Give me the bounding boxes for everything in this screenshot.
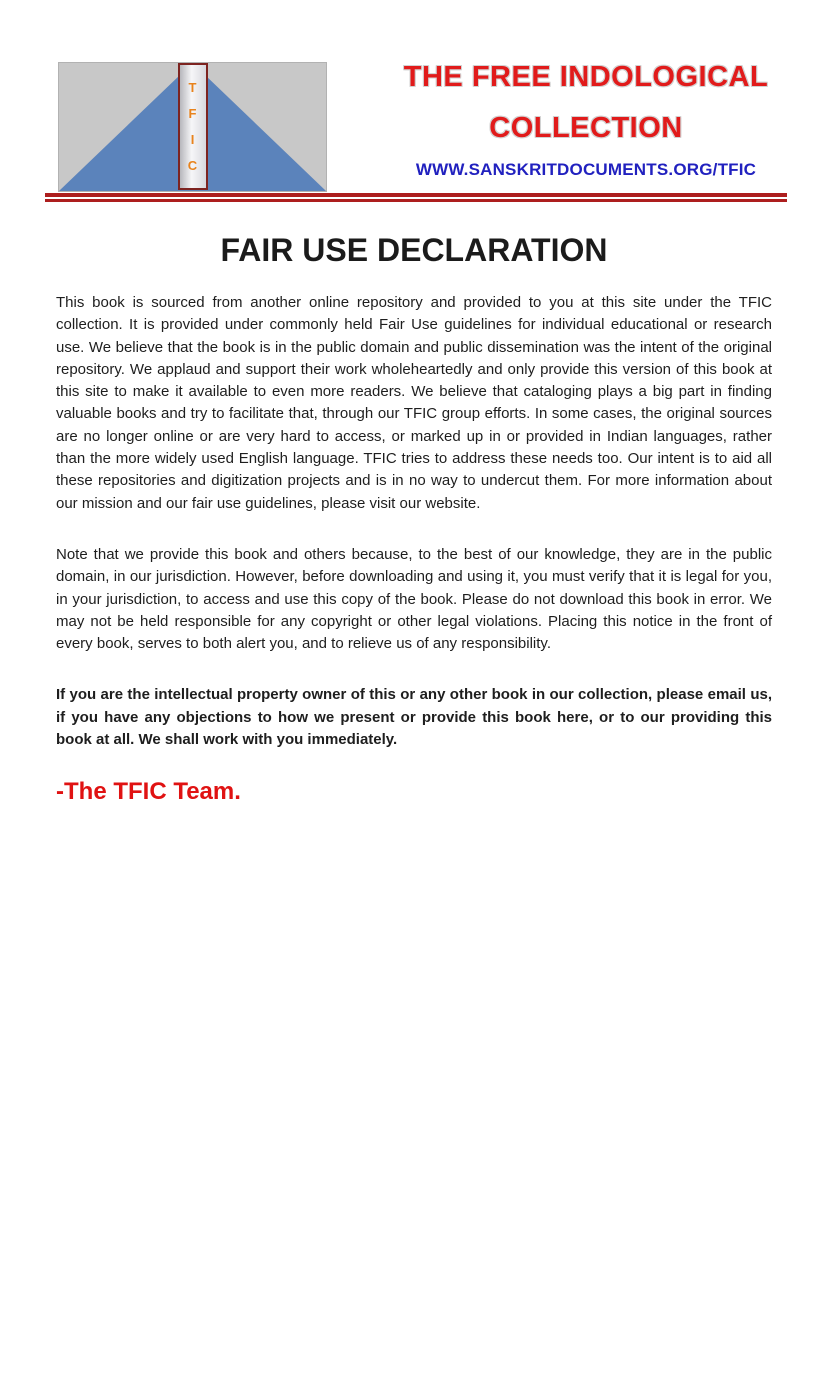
- red-double-rule: [45, 193, 787, 202]
- logo-pillar-icon: [178, 63, 208, 190]
- logo-letter: T: [188, 80, 197, 95]
- page-title: FAIR USE DECLARATION: [220, 232, 608, 268]
- declaration-content: [56, 292, 772, 806]
- paragraph-ip-owner: If you are the intellectual property owner of this or any other book in our collection, please email us, if you have any objections to how we present or provide this book here, or to our providing this book at all. We shall work with you immediately.: [56, 686, 772, 749]
- collection-url: WWW.SANSKRITDOCUMENTS.ORG/TFIC: [415, 160, 757, 179]
- logo-letter: F: [188, 106, 197, 121]
- paragraph-disclaimer: Note that we provide this book and others because, to the best of our knowledge, they are in the public domain, in our jurisdiction. However, before downloading and using it, you must verify that it is legal for you, in your jurisdiction, to access and use this copy of the book. Please do not download this book in error. We may not be held responsible for any copyright or other legal violations. Placing this notice in the front of every book, serves to both alert you, and to relieve us of any responsibility.: [56, 545, 772, 653]
- logo-letter: I: [190, 132, 195, 147]
- tfic-logo: [58, 62, 327, 192]
- signature: -The TFIC Team.: [56, 778, 241, 806]
- collection-header-text: [380, 52, 792, 180]
- collection-title-line2: COLLECTION: [489, 112, 683, 144]
- collection-title-line1: THE FREE INDOLOGICAL: [403, 61, 769, 93]
- paragraph-fair-use: This book is sourced from another online repository and provided to you at this site under the TFIC collection. It is provided under commonly held Fair Use guidelines for individual educational or research use. We believe that the book is in the public domain and public dissemination was the intent of the original repository. We applaud and support their work wholeheartedly and only provide this version of this book at this site to make it available to even more readers. We believe that cataloging plays a big part in finding valuable books and try to facilitate that, through our TFIC group efforts. In some cases, the original sources are no longer online or are very hard to access, or marked up in or provided in Indian languages, rather than the more widely used English language. TFIC tries to address these needs too. Our intent is to aid all these repositories and digitization projects and is in no way to undercut them. For more information about our mission and our fair use guidelines, please visit our website.: [56, 294, 772, 512]
- logo-letter: C: [187, 158, 198, 173]
